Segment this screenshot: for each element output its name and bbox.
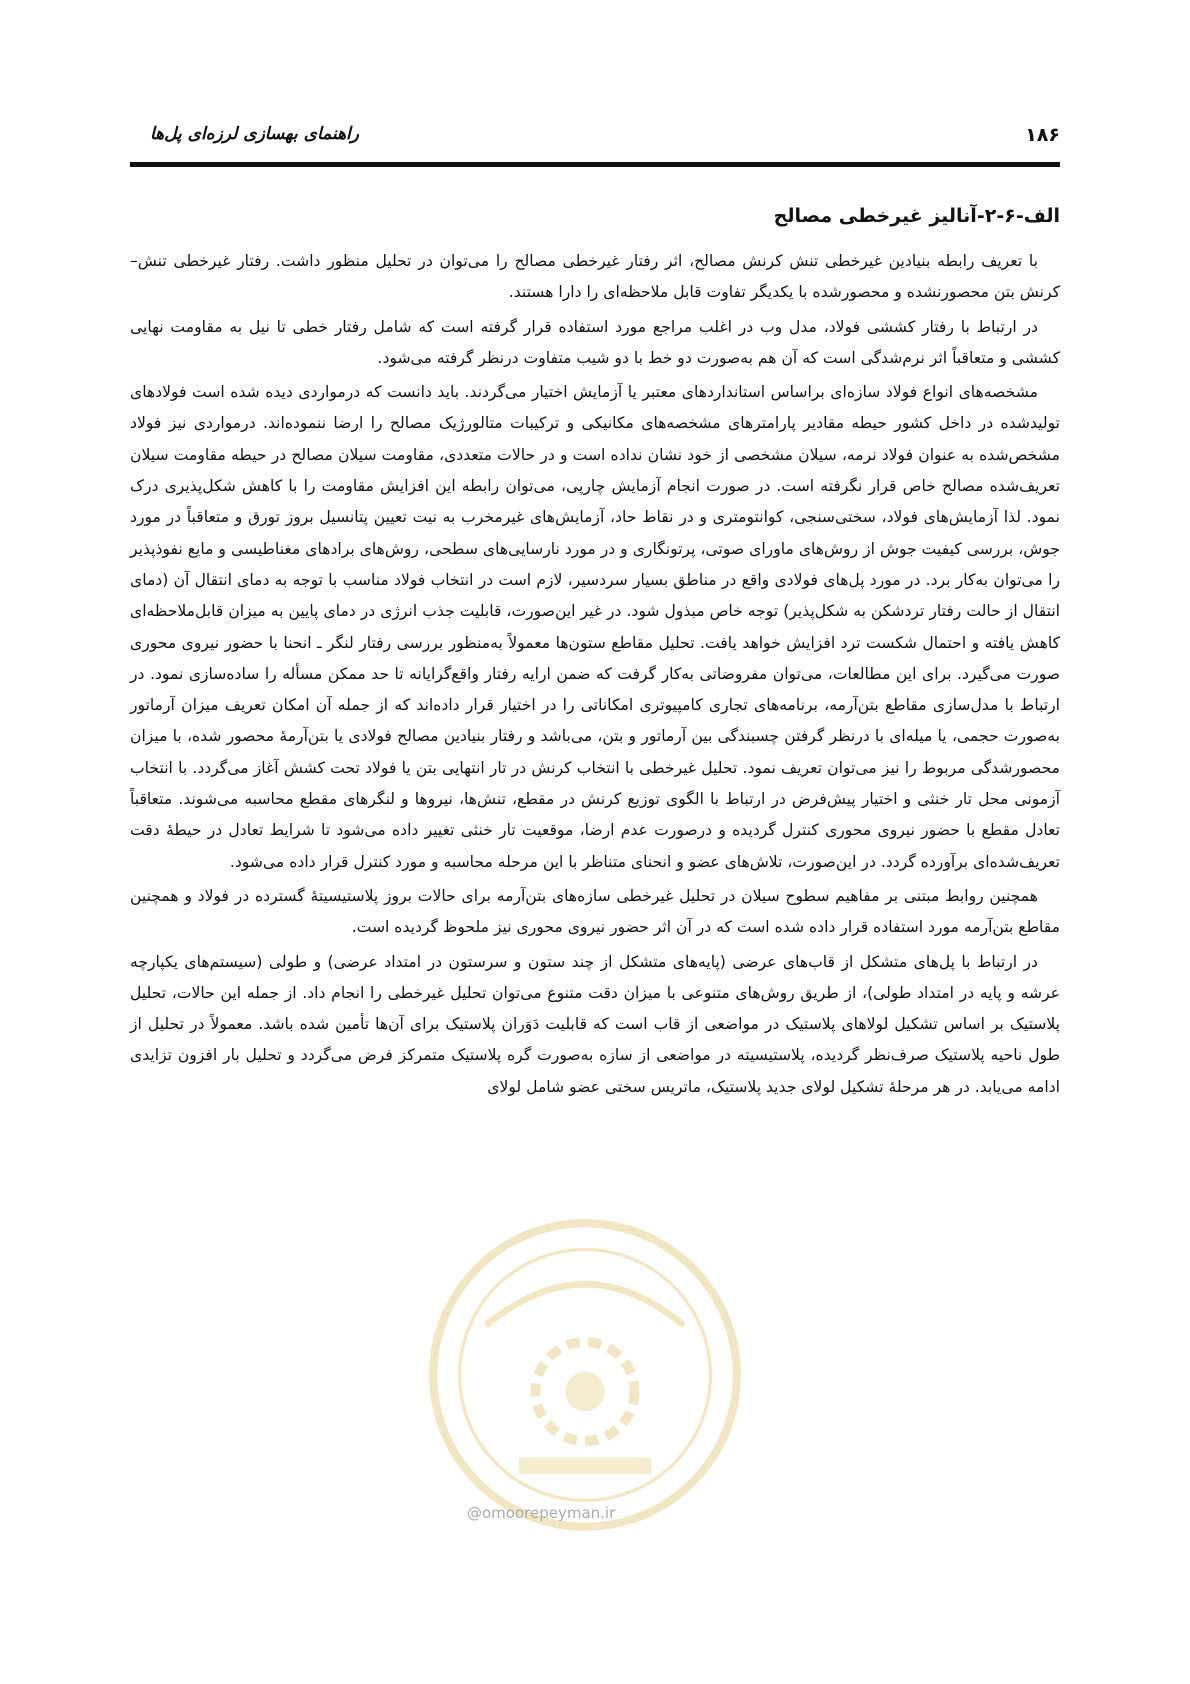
paragraph: مشخصه‌های انواع فولاد سازه‌ای براساس استانداردهای معتبر یا آزمایش اختیار می‌گردند. باید دانست که درمواردی دیده شده است فولادهای تولیدشده در داخل کشور حیطه مقادیر پارامترهای مشخصه‌های مکانیکی و ترکیبات متالورژیک مصالح را ارضا ننموده‌اند. درمواردی نیز فولاد مشخص‌شده به عنوان فولاد نرمه، سیلان مشخصی از خود نشان نداده است و در حالات متعددی، مقاومت سیلان مصالح در حیطه مقاومت سیلان تعریف‌شده مصالح خاص قرار نگرفته است. در صورت انجام آزمایش چارپی، می‌توان رابطه این افزایش مقاومت را با کاهش شکل‌پذیری درک نمود. لذا آزمایش‌های فولاد، سختی‌سنجی، کوانتومتری و در نقاط حاد، آزمایش‌های غیرمخرب به نیت تعیین پتانسیل بروز تورق و متعاقباً در مورد جوش، بررسی کیفیت جوش از روش‌های ماورای صوتی، پرتونگاری و در مورد نارسایی‌های سطحی، روش‌های برادهای مغناطیسی و مایع نفوذپذیر را می‌توان به‌کار برد. در مورد پل‌های فولادی واقع در مناطق بسیار سردسیر، لازم است در انتخاب فولاد مناسب با توجه به دمای انتقال آن (دمای انتقال از حالت رفتار تردشکن به شکل‌پذیر) توجه خاص مبذول شود. در غیر این‌صورت، قابلیت جذب انرژی در دمای پایین به میزان قابل‌ملاحظه‌ای کاهش یافته و احتمال شکست ترد افزایش خواهد یافت. تحلیل مقاطع ستون‌ها معمولاً به‌منظور بررسی رفتار لنگر ـ انحنا با حضور نیروی محوری صورت می‌گیرد. برای این مطالعات، می‌توان مفروضاتی به‌کار گرفت که ضمن ارایه رفتار واقع‌گرایانه تا حد ممکن مسأله را ساده‌سازی نمود. در ارتباط با مدل‌سازی مقاطع بتن‌آرمه، برنامه‌های تجاری کامپیوتری امکاناتی را در اختیار قرار داده‌اند که از جمله آن امکان تعریف میزان آرماتور به‌صورت حجمی، یا میله‌ای با درنظر گرفتن چسبندگی بین آرماتور و بتن، می‌باشد و رفتار بنیادین مصالح فولادی یا بتن‌آرمهٔ محصور شده، با میزان محصورشدگی مربوط را نیز می‌توان تعریف نمود. تحلیل غیرخطی با انتخاب کرنش در تار انتهایی بتن یا فولاد تحت کشش آغاز می‌گردد. با انتخاب آزمونی محل تار خنثی و اختیار پیش‌فرض در ارتباط با الگوی توزیع کرنش در مقطع، تنش‌ها، نیروها و لنگرهای مقطع محاسبه می‌شوند. متعاقباً تعادل مقطع با حضور نیروی محوری کنترل گردیده و درصورت عدم ارضا، موقعیت تار خنثی تغییر داده می‌شود تا شرایط تعادل در حیطهٔ دقت تعریف‌شده‌ای برآورده گردد. در این‌صورت، تلاش‌های عضو و انحنای متناظر با این مرحله محاسبه و مورد کنترل قرار داده می‌شود. — [130, 383, 1060, 871]
watermark-seal-icon — [420, 1210, 750, 1540]
section-heading: الف-۶-۲-آنالیز غیرخطی مصالح — [773, 205, 1060, 227]
page-header — [130, 120, 1060, 154]
running-title: راهنمای بهسازی لرزه‌ای پل‌ها — [150, 124, 359, 144]
header-divider — [130, 162, 1060, 167]
paragraph: با تعریف رابطه بنیادین غیرخطی تنش کرنش مصالح، اثر رفتار غیرخطی مصالح را می‌توان در تحلیل منظور داشت. رفتار غیرخطی تنش–کرنش بتن محصورنشده و محصورشده با یکدیگر تفاوت قابل ملاحظه‌ای را دارا هستند. — [130, 252, 1060, 302]
page-body — [130, 200, 1060, 1106]
paragraph: در ارتباط با رفتار کششی فولاد، مدل وب در اغلب مراجع مورد استفاده قرار گرفته است که شامل رفتار خطی تا نیل به مقاومت نهایی کششی و متعاقباً اثر نرم‌شدگی است که آن هم به‌صورت دو خط با دو شیب متفاوت درنظر گرفته می‌شود. — [130, 317, 1060, 367]
paragraph: در ارتباط با پل‌های متشکل از قاب‌های عرضی (پایه‌های متشکل از چند ستون و سرستون در امتداد عرضی) و طولی (سیستم‌های یکپارچه عرشه و پایه در امتداد طولی)، از طریق روش‌های متنوعی با میزان دقت متنوع می‌توان تحلیل غیرخطی را انجام داد. از جمله این حالات، تحلیل پلاستیک بر اساس تشکیل لولاهای پلاستیک در مواضعی از قاب است که قابلیت دَوَران پلاستیک برای آن‌ها تأمین شده باشد. معمولاً در تحلیل از طول ناحیه پلاستیک صرف‌نظر گردیده، پلاستیسیته در مواضعی از سازه به‌صورت گره پلاستیک متمرکز فرض می‌گردد و تحلیل بار افزون تزایدی ادامه می‌یابد. در هر مرحلهٔ تشکیل لولای جدید پلاستیک، ماتریس سختی عضو شامل لولای — [130, 952, 1060, 1096]
paragraph: همچنین روابط مبتنی بر مفاهیم سطوح سیلان در تحلیل غیرخطی سازه‌های بتن‌آرمه برای حالات بروز پلاستیسیتهٔ گسترده در فولاد و همچنین مقاطع بتن‌آرمه مورد استفاده قرار داده شده است که در آن اثر حضور نیروی محوری نیز ملحوظ گردیده است. — [130, 886, 1060, 937]
watermark-url: @omoorepeyman.ir — [467, 1504, 616, 1522]
page-number: ۱۸۶ — [1025, 124, 1060, 146]
